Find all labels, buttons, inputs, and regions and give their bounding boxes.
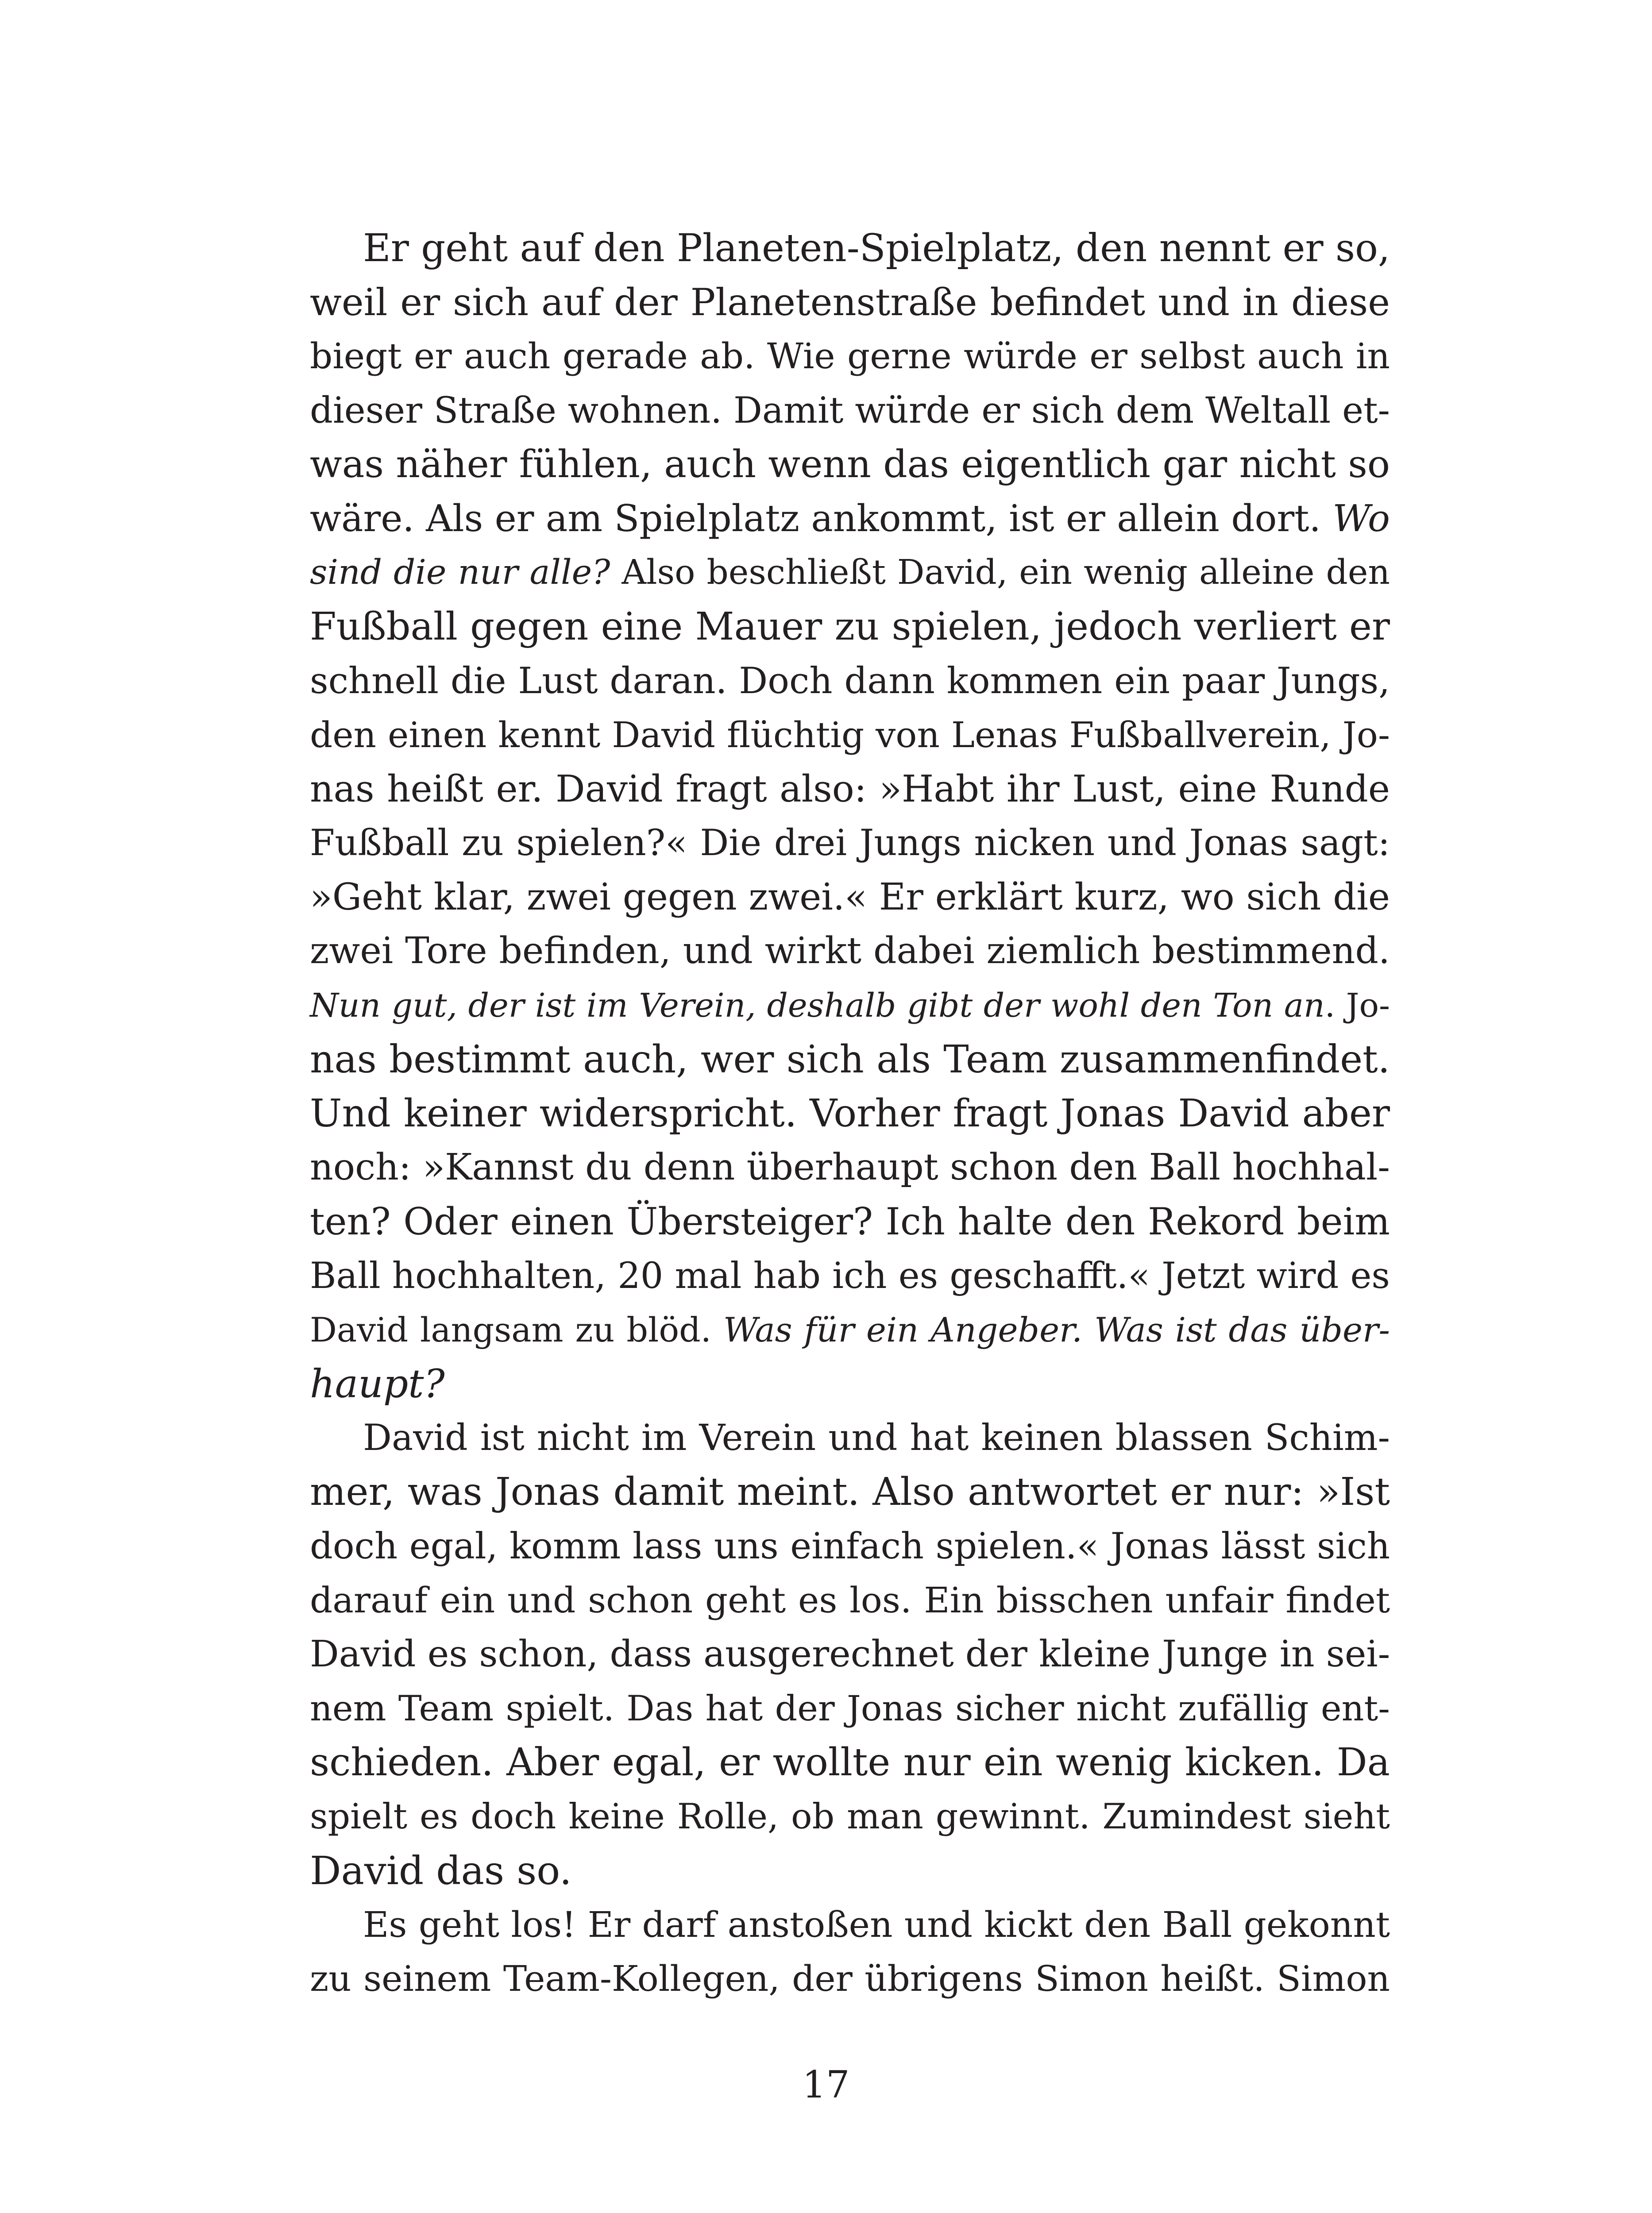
- text-line: spielt es doch keine Rolle, ob man gewinnt. Zumindest sieht: [310, 1796, 1390, 1837]
- text-line: darauf ein und schon geht es los. Ein bisschen unfair findet: [310, 1579, 1390, 1621]
- text-line: David ist nicht im Verein und hat keinen blassen Schim-: [363, 1417, 1390, 1459]
- text-line: nas heißt er. David fragt also: »Habt ihr Lust, eine Runde: [310, 767, 1390, 810]
- text-line: Fußball zu spielen?« Die drei Jungs nicken und Jonas sagt:: [310, 822, 1390, 864]
- text-line: David das so.: [310, 1847, 572, 1893]
- text-line: schnell die Lust daran. Doch dann kommen ein paar Jungs,: [310, 660, 1390, 702]
- text-line: nem Team spielt. Das hat der Jonas sicher nicht zufällig ent-: [310, 1688, 1390, 1729]
- text-line: ten? Oder einen Übersteiger? Ich halte den Rekord beim: [310, 1200, 1390, 1244]
- text-line: Nun gut, der ist im Verein, deshalb gibt der wohl den Ton an. Jo-: [310, 986, 1390, 1025]
- body-text: [310, 221, 1390, 2006]
- text-line: weil er sich auf der Planetenstraße befindet und in diese: [310, 281, 1390, 324]
- italic-thought: Nun gut, der ist im Verein, deshalb gibt der wohl den Ton an: [310, 986, 1325, 1025]
- text-line: den einen kennt David flüchtig von Lenas Fußballverein, Jo-: [310, 714, 1390, 756]
- text-line: schieden. Aber egal, er wollte nur ein wenig kicken. Da: [310, 1740, 1390, 1785]
- text-line: noch: »Kannst du denn überhaupt schon den Ball hochhal-: [310, 1146, 1390, 1189]
- page-number: 17: [802, 2063, 850, 2106]
- italic-thought: Wo: [1332, 497, 1390, 540]
- text-line: zu seinem Team-Kollegen, der übrigens Simon heißt. Simon: [310, 1958, 1390, 1999]
- text-line: Und keiner widerspricht. Vorher fragt Jonas David aber: [310, 1091, 1390, 1136]
- text-line: Es geht los! Er darf anstoßen und kickt den Ball gekonnt: [363, 1904, 1390, 1945]
- text-line: mer, was Jonas damit meint. Also antwortet er nur: »Ist: [310, 1470, 1390, 1515]
- text-line: biegt er auch gerade ab. Wie gerne würde er selbst auch in: [310, 335, 1390, 377]
- text-line: nas bestimmt auch, wer sich als Team zusammenfindet.: [310, 1037, 1390, 1082]
- italic-thought: haupt?: [310, 1361, 445, 1407]
- text-line: zwei Tore befinden, und wirkt dabei ziemlich bestimmend.: [310, 930, 1390, 972]
- text-line: wäre. Als er am Spielplatz ankommt, ist er allein dort. Wo: [310, 497, 1390, 540]
- text-line: David langsam zu blöd. Was für ein Angeber. Was ist das über-: [310, 1310, 1390, 1349]
- text-line: [310, 1357, 1390, 1411]
- italic-thought: Was für ein Angeber. Was ist das über-: [723, 1310, 1390, 1349]
- text-line: David es schon, dass ausgerechnet der kleine Junge in sei-: [310, 1633, 1390, 1675]
- text-line: Fußball gegen eine Mauer zu spielen, jedoch verliert er: [310, 605, 1390, 649]
- italic-thought: sind die nur alle?: [310, 553, 610, 593]
- text-line: Er geht auf den Planeten-Spielplatz, den nennt er so,: [363, 226, 1390, 270]
- text-line: doch egal, komm lass uns einfach spielen.« Jonas lässt sich: [310, 1525, 1390, 1567]
- text-line: dieser Straße wohnen. Damit würde er sich dem Weltall et-: [310, 389, 1390, 432]
- text-line: sind die nur alle? Also beschließt David, ein wenig alleine den: [310, 553, 1390, 593]
- text-line: »Geht klar, zwei gegen zwei.« Er erklärt kurz, wo sich die: [310, 875, 1390, 919]
- text-line: was näher fühlen, auch wenn das eigentlich gar nicht so: [310, 442, 1390, 486]
- text-line: Ball hochhalten, 20 mal hab ich es geschafft.« Jetzt wird es: [310, 1255, 1390, 1297]
